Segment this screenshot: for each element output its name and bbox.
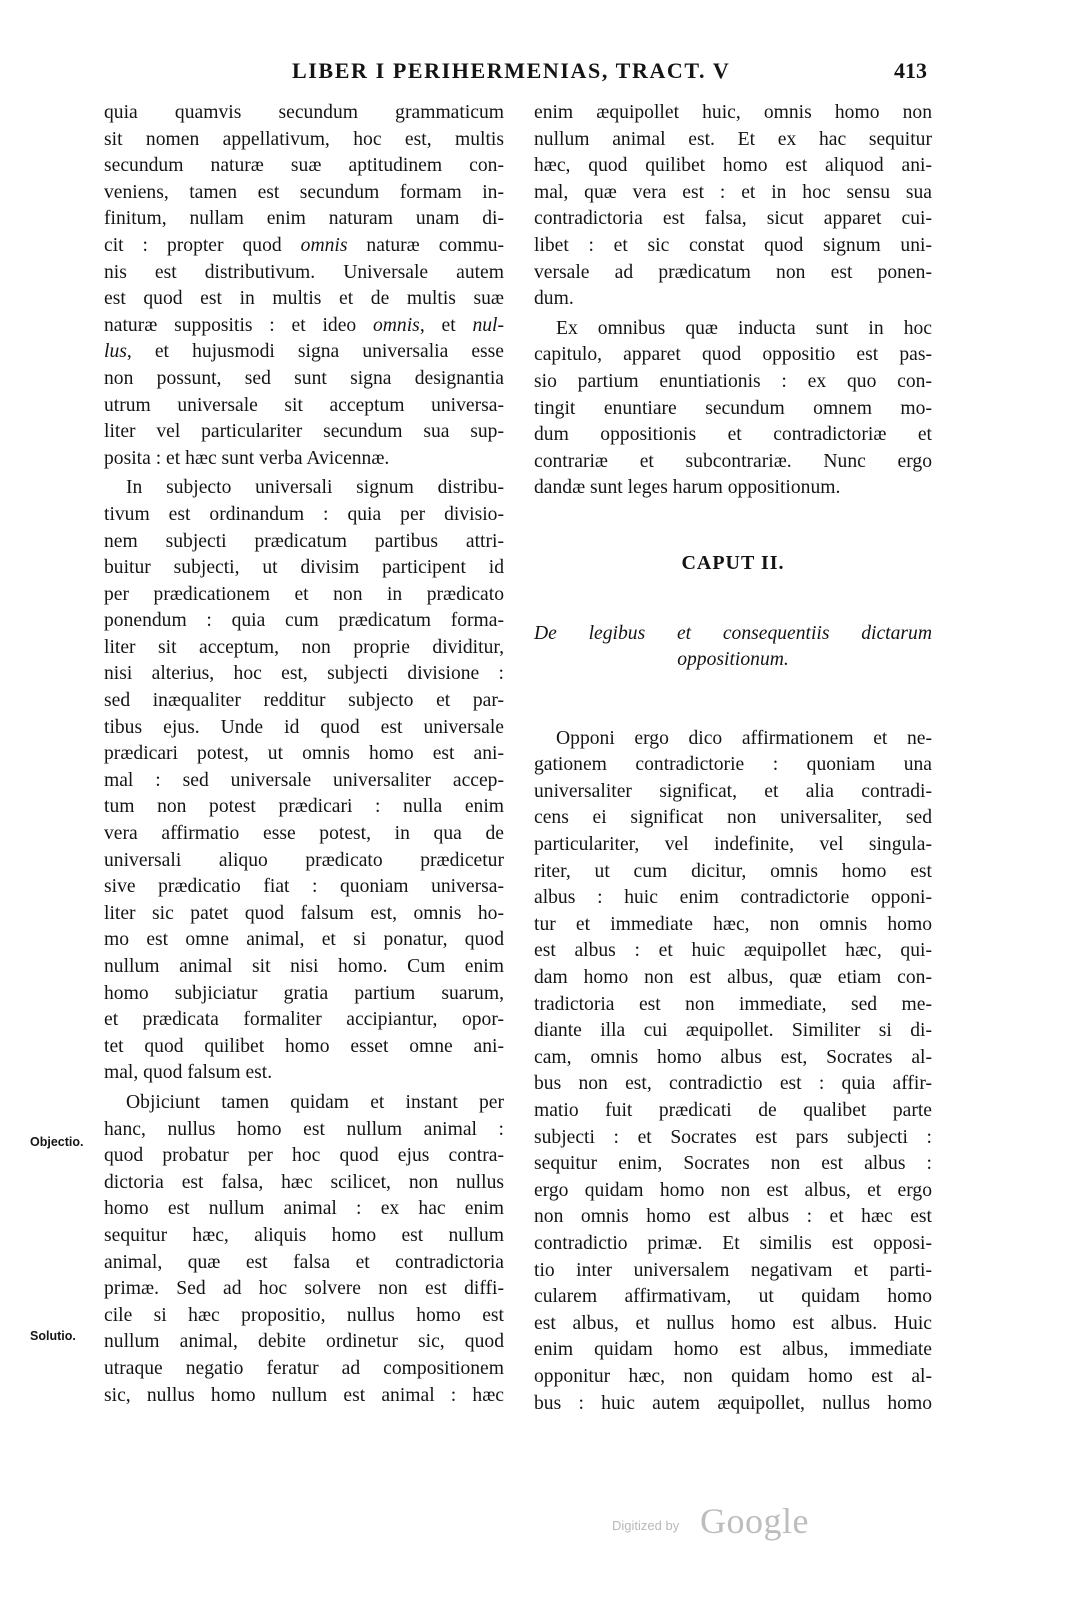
text-line: In subjecto universali signum distribu- [126, 477, 504, 499]
text-line: quod probatur per hoc quod ejus contra- [104, 1145, 504, 1167]
text-line: mal, quæ vera est : et in hoc sensu sua [534, 181, 932, 203]
text-line: dum. [534, 288, 574, 310]
running-title: LIBER I PERIHERMENIAS, TRACT. V [292, 58, 731, 83]
paragraph [534, 726, 932, 1417]
text-line: Objiciunt tamen quidam et instant per [126, 1091, 504, 1113]
margin-note-objectio: Objectio. [30, 1135, 84, 1149]
text-line: est quod est in multis et de multis suæ [104, 288, 504, 310]
text-line: mal : sed universale universaliter accep- [104, 769, 504, 791]
text-line: universali aliquo prædicato prædicetur [104, 849, 504, 871]
text-line: sic, nullus homo nullum est animal : hæc [104, 1384, 504, 1406]
paragraph [104, 1090, 504, 1409]
text-line: homo subjiciatur gratia partium suarum, [104, 982, 504, 1004]
text-line: contradictoria est falsa, sicut apparet cui- [534, 208, 932, 230]
text-line: riter, ut cum dicitur, omnis homo est [534, 860, 932, 882]
text-line: dum oppositionis et contradictoriæ et [534, 424, 932, 446]
italic-word: lus [104, 341, 127, 363]
text-line: hanc, nullus homo est nullum animal : [104, 1118, 504, 1140]
text-line: matio fuit prædicati de qualibet parte [534, 1100, 932, 1121]
text-line: nullum animal est. Et ex hac sequitur [534, 128, 932, 150]
text-line: tingit enuntiare secundum omnem mo- [534, 397, 932, 419]
text-line: nullum animal sit nisi homo. Cum enim [104, 956, 504, 977]
text-line: sequitur hæc, aliquis homo est nullum [104, 1224, 504, 1246]
chapter-heading: CAPUT II. [681, 551, 785, 574]
text-line: posita : et hæc sunt verba Avicennæ. [104, 447, 390, 469]
text-line: versale ad prædicatum non est ponen- [534, 261, 932, 283]
text-line: hæc, quod quilibet homo est aliquod ani- [534, 155, 932, 177]
text-line: tivum est ordinandum : quia per divisio- [104, 503, 504, 525]
text-line: homo est nullum animal : ex hac enim [104, 1198, 504, 1220]
text-line: tur et immediate hæc, non omnis homo [534, 913, 932, 935]
text-line: mo est omne animal, et si ponatur, quod [104, 929, 504, 951]
text-line: quia quamvis secundum grammaticum [104, 102, 504, 123]
text-line: capitulo, apparet quod oppositio est pas- [534, 344, 932, 366]
text-line: albus : huic enim contradictorie opponi- [534, 887, 932, 909]
text-run: , et [419, 314, 473, 336]
text-line: ponendum : quia cum prædicatum forma- [104, 610, 504, 632]
text-line: sive prædicatio fiat : quoniam universa- [104, 876, 504, 898]
text-line: tradictoria est non immediate, sed me- [534, 993, 932, 1015]
digitized-by-label: Digitized by [612, 1518, 680, 1533]
text-run: , et hujusmodi signa universalia esse [126, 341, 504, 363]
text-line: sit nomen appellativum, hoc est, multis [104, 128, 504, 150]
italic-word: nul- [472, 314, 504, 336]
text-line: prædicari potest, ut omnis homo est ani- [104, 743, 504, 765]
text-line: utrum universale sit acceptum universa- [104, 394, 504, 416]
text-line: finitum, nullam enim naturam unam di- [104, 208, 504, 230]
text-line [104, 339, 504, 366]
text-line: tio inter universalem negativam et parti- [534, 1259, 932, 1281]
italic-word: omnis [372, 314, 420, 336]
text-line: est albus, et nullus homo est albus. Huic [534, 1312, 932, 1334]
text-line: per prædicationem et non in prædicato [104, 583, 504, 605]
text-run: naturæ suppositis : et ideo [104, 314, 373, 336]
paragraph [534, 316, 932, 502]
text-line: bus non est, contradictio est : quia affir- [534, 1073, 932, 1095]
text-line: et prædicata formaliter accipiantur, opor- [104, 1009, 504, 1031]
text-line [104, 313, 504, 340]
text-line: cam, omnis homo albus est, Socrates al- [534, 1046, 932, 1068]
text-line: bus : huic autem æquipollet, nullus homo [534, 1392, 932, 1414]
text-line: sequitur enim, Socrates non est albus : [534, 1153, 932, 1175]
left-column [104, 100, 504, 1409]
text-line: universaliter significat, et alia contradi- [534, 780, 932, 802]
text-line: ergo quidam homo non est albus, et ergo [534, 1179, 932, 1201]
text-line: liter sic patet quod falsum est, omnis ho- [104, 902, 504, 924]
chapter-subtitle-line: De legibus et consequentiis dictarum [534, 622, 932, 644]
text-line: particulariter, vel indefinite, vel singula- [534, 834, 932, 856]
text-line: primæ. Sed ad hoc solvere non est diffi- [104, 1278, 504, 1300]
text-line: utraque negatio feratur ad compositionem [104, 1357, 504, 1379]
text-line: sio partium enuntiationis : ex quo con- [534, 370, 932, 392]
text-line: vera affirmatio esse potest, in qua de [104, 823, 504, 845]
text-line: animal, quæ est falsa et contradictoria [104, 1251, 504, 1273]
text-line: Opponi ergo dico affirmationem et ne- [556, 727, 932, 749]
text-line: libet : et sic constat quod signum uni- [534, 234, 932, 256]
text-line: secundum naturæ suæ aptitudinem con- [104, 155, 504, 177]
text-line: tum non potest prædicari : nulla enim [104, 796, 504, 818]
text-line: buitur subjecti, ut divisim participent id [104, 557, 504, 579]
text-line: liter sit acceptum, non proprie dividitur, [104, 636, 504, 658]
text-line: nullum animal, debite ordinetur sic, quod [104, 1331, 504, 1353]
text-line: nem subjecti prædicatum partibus attri- [104, 530, 504, 552]
paragraph [104, 475, 504, 1087]
text-line: diante illa cui æquipollet. Similiter si di- [534, 1020, 932, 1042]
text-line: sed inæqualiter redditur subjecto et par- [104, 690, 504, 712]
text-line: est albus : et huic æquipollet hæc, qui- [534, 940, 932, 962]
running-head [0, 58, 1067, 88]
text-line: mal, quod falsum est. [104, 1062, 273, 1084]
text-line: non omnis homo est albus : et hæc est [534, 1206, 932, 1228]
google-logo: Google [700, 1501, 809, 1541]
right-column [534, 100, 932, 1417]
text-line: Ex omnibus quæ inducta sunt in hoc [556, 317, 932, 339]
italic-word: omnis [300, 234, 348, 256]
text-line: dictoria est falsa, hæc scilicet, non nullus [104, 1171, 504, 1193]
text-run: cit : propter quod [104, 234, 301, 256]
text-line: subjecti : et Socrates est pars subjecti : [534, 1126, 932, 1148]
text-line: dam homo non est albus, quæ etiam con- [534, 967, 932, 989]
text-line: nis est distributivum. Universale autem [104, 261, 504, 283]
text-line: gationem contradictorie : quoniam una [534, 754, 932, 776]
text-line: contrariæ et subcontrariæ. Nunc ergo [534, 450, 932, 472]
paragraph [104, 100, 504, 472]
text-line: cens ei significat non universaliter, sed [534, 807, 932, 829]
text-line: dandæ sunt leges harum oppositionum. [534, 477, 841, 499]
chapter-subtitle-line: oppositionum. [677, 649, 789, 671]
text-line: tet quod quilibet homo esset omne ani- [104, 1035, 504, 1057]
text-line: veniens, tamen est secundum formam in- [104, 181, 504, 203]
text-line: cile si hæc propositio, nullus homo est [104, 1304, 504, 1326]
margin-note-solutio: Solutio. [30, 1329, 76, 1343]
text-line: cularem affirmativam, ut quidam homo [534, 1286, 932, 1308]
paragraph [534, 100, 932, 313]
text-line: opponitur hæc, non quidam homo est al- [534, 1365, 932, 1387]
chapter-subtitle [534, 621, 932, 674]
text-line: tibus ejus. Unde id quod est universale [104, 716, 504, 738]
text-run: naturæ commu- [347, 234, 505, 256]
text-line [104, 233, 504, 260]
text-line: enim quidam homo est albus, immediate [534, 1339, 932, 1361]
page-number: 413 [894, 58, 927, 83]
text-line: contradictio primæ. Et similis est opposi- [534, 1232, 932, 1254]
text-line: liter vel particulariter secundum sua sup- [104, 421, 504, 443]
text-line: nisi alterius, hoc est, subjecti divisione : [104, 663, 504, 685]
text-line: enim æquipollet huic, omnis homo non [534, 102, 932, 123]
text-line: non possunt, sed sunt signa designantia [104, 367, 504, 389]
